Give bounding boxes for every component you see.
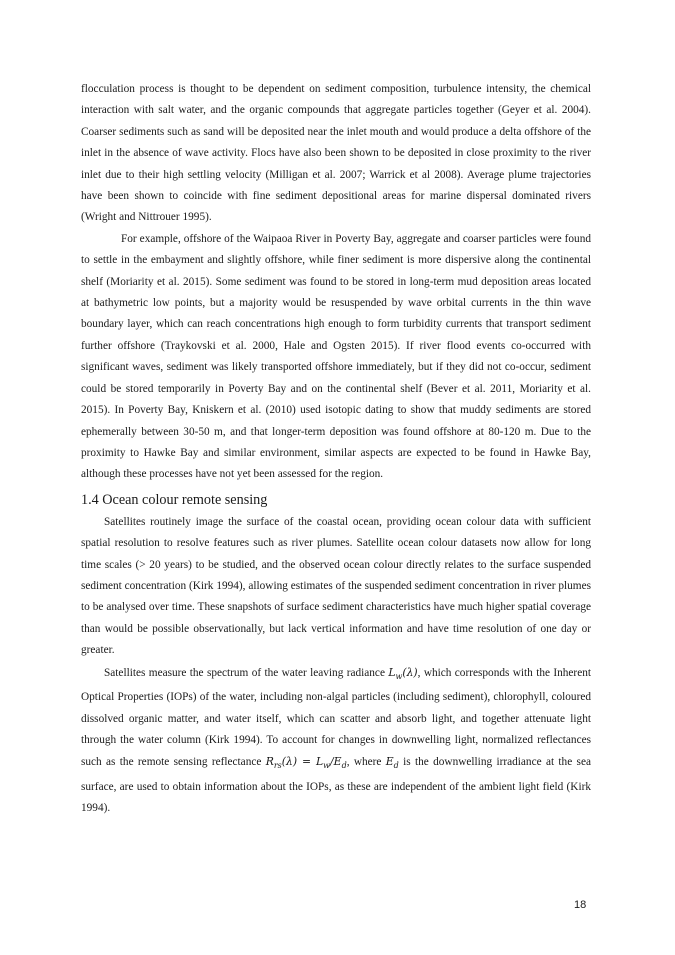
paragraph-satellites-measure	[81, 662, 591, 820]
math-remote-sensing-reflectance: $R_{rs}(\lambda) = L_w/E_d$	[265, 755, 347, 771]
math-downwelling-irradiance: $E_d$	[385, 755, 399, 771]
text-segment: , which corresponds with the Inherent Optical Properties (IOPs) of the water, including non-algal particles (including sediment), chlorophyll, coloured dissolved organic matter, and water itself, which can scatter and absorb light, and together attenuate light through the water column (Kirk 1994). To account for changes in downwelling light, normalized reflectances such as the remote sensing reflectance	[81, 666, 591, 769]
paragraph-satellites-image: Satellites routinely image the surface of the coastal ocean, providing ocean colour data with sufficient spatial resolution to resolve features such as river plumes. Satellite ocean colour datasets now allow for long time scales (> 20 years) to be studied, and the observed ocean colour directly relates to the surface suspended sediment concentration (Kirk 1994), allowing estimates of the suspended sediment concentration in river plumes to be analysed over time. These snapshots of surface sediment characteristics have much higher spatial coverage than would be possible observationally, but lack vertical information and have time resolution of one day or greater.	[81, 515, 591, 657]
paragraph-flocculation: flocculation process is thought to be dependent on sediment composition, turbulence intensity, the chemical interaction with salt water, and the organic compounds that aggregate particles together (Geyer et al. 2004). Coarser sediments such as sand will be deposited near the inlet mouth and would produce a delta offshore of the inlet in the absence of wave activity. Flocs have also been shown to be deposited in close proximity to the river inlet due to their high settling velocity (Milligan et al. 2007; Warrick et al 2008). Average plume trajectories have been shown to coincide with fine sediment depositional areas for marine dispersal dominated rivers (Wright and Nittrouer 1995).	[81, 83, 591, 224]
paragraph-waipaoa-example: For example, offshore of the Waipaoa River in Poverty Bay, aggregate and coarser particles were found to settle in the embayment and slightly offshore, while finer sediment is more dispersive along the continental shelf (Moriarity et al. 2015). Some sediment was found to be stored in long-term mud deposition areas located at bathymetric low points, but a majority would be resuspended by wave orbital currents in the thin wave boundary layer, which can reach concentrations high enough to form turbidity currents that transport sediment further offshore (Traykovski et al. 2000, Hale and Ogsten 2015). If river flood events co-occurred with significant waves, sediment was likely transported offshore immediately, but if they did not co-occur, sediment could be stored temporarily in Poverty Bay and on the continental shelf (Bever et al. 2011, Moriarity et al. 2015). In Poverty Bay, Kniskern et al. (2010) used isotopic dating to show that muddy sediments are stored ephemerally between 30-50 m, and that longer-term deposition was found offshore at 80-120 m. Due to the proximity to Hawke Bay and similar environment, similar aspects are expected to be found in Hawke Bay, although these processes have not yet been assessed for the region.	[81, 232, 591, 481]
text-segment: is the downwelling irradiance at the sea surface, are used to obtain information about the IOPs, as these are independent of the ambient light field (Kirk 1994).	[81, 756, 591, 815]
text-segment: , where	[346, 756, 386, 769]
body-text	[81, 79, 591, 820]
section-heading: 1.4 Ocean colour remote sensing	[81, 491, 268, 508]
page-number: 18	[574, 899, 587, 911]
math-water-leaving-radiance: $L_w(\lambda)$	[388, 665, 418, 681]
text-segment: Satellites measure the spectrum of the water leaving radiance	[104, 666, 389, 679]
